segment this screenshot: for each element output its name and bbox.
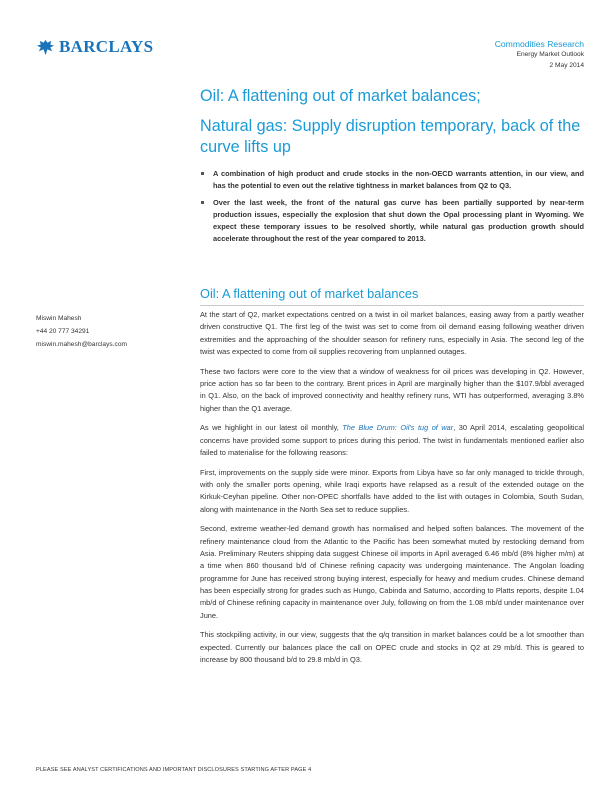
key-point: A combination of high product and crude stocks in the non-OECD warrants attention, in our view, and has the potential to even out the relative tightness in market balances from Q2 to Q3.	[200, 168, 584, 193]
department-label: Commodities Research	[494, 39, 584, 49]
key-points	[200, 168, 584, 250]
brand-name: BARCLAYS	[59, 37, 154, 56]
key-point: Over the last week, the front of the natural gas curve has been partially supported by near-term production issues, especially the explosion that shut down the Opal processing plant in Wyoming. We expect these temporary issues to be resolved shortly, while natural gas production growth should accelerate throughout the rest of the year compared to 2013.	[200, 197, 584, 246]
paragraph-text: , 30 April 2014, escalating geopolitical concerns have provided some support to prices during this period. The twist in fundamentals mentioned earlier also failed to materialise for the following reasons:	[200, 423, 585, 457]
paragraph	[200, 422, 584, 459]
publication-label: Energy Market Outlook	[516, 51, 584, 58]
paragraph: This stockpiling activity, in our view, suggests that the q/q transition in market balances could be a lot smoother than expected. Currently our balances place the call on OPEC crude and stocks in Q2 at 29 mb/d. This is geared to increase by 800 thousand b/d to 29.8 mb/d in Q3.	[200, 630, 584, 664]
paragraph: At the start of Q2, market expectations centred on a twist in oil market balances, easing away from a partly weather driven constructive Q1. The first leg of the twist was set to come from oil demand easing following weather driven extremities and the approaching of the shoulder season for refinery runs, especially in Asia. The second leg of the twist was expected to come from oil supplies recovering from unplanned outages.	[200, 310, 584, 356]
brand-logo	[36, 37, 153, 57]
report-link[interactable]: The Blue Drum: Oil's tug of war	[342, 423, 454, 433]
analyst-contact	[36, 312, 186, 351]
paragraph-text: As we highlight in our latest oil monthly,	[200, 423, 343, 433]
title-natural-gas: Natural gas: Supply disruption temporary, back of the curve lifts up	[200, 117, 581, 156]
analyst-email[interactable]: miswin.mahesh@barclays.com	[36, 341, 127, 348]
report-titles	[200, 86, 590, 167]
article-body	[200, 309, 584, 674]
eagle-icon	[36, 38, 55, 57]
report-date: 2 May 2014	[549, 61, 584, 69]
analyst-name: Miswin Mahesh	[36, 315, 82, 322]
analyst-phone: +44 20 777 34291	[36, 328, 90, 335]
disclosure-footer: PLEASE SEE ANALYST CERTIFICATIONS AND IMPORTANT DISCLOSURES STARTING AFTER PAGE 4	[36, 767, 312, 773]
report-header	[495, 38, 584, 71]
paragraph: These two factors were core to the view that a window of weakness for oil prices was developing in Q2. However, price action has so far been to the contrary. Brent prices in April are marginally higher than the $107.9/bbl averaged in Q1. Also, on the back of improved connectivity and healthy refinery runs, WTI has outperformed, averaging 3.8% higher than the Q1 average.	[200, 366, 584, 413]
paragraph: First, improvements on the supply side were minor. Exports from Libya have so far only managed to trickle through, with only the smaller ports opening, while Iraqi exports have relapsed as a result of the extended outage on the Kirkuk-Ceyhan pipeline. Other non-OPEC shortfalls have added to the list with outages in Colombia, South Sudan, along with maintenance in the North Sea set to reduce supplies.	[200, 467, 584, 514]
section-heading: Oil: A flattening out of market balances	[200, 286, 584, 306]
title-oil: Oil: A flattening out of market balances;	[200, 87, 481, 105]
paragraph: Second, extreme weather-led demand growth has normalised and helped soften balances. The movement of the refinery maintenance cloud from the Atlantic to the Pacific has been somewhat muted by restocking demand from Asia. Preliminary Reuters shipping data suggest Chinese oil imports in April averaged 6.46 mb/d (8% higher m/m) at a time when 860 thousand b/d of Chinese refining capacity was undergoing maintenance. The Angolan loading programme for June has received strong buying interest, especially for heavy and medium crudes. Chinese demand has been especially strong for grades such as Hungo, Cabinda and Saturno, according to Platts reports, despite 1.04 mb/d of Chinese refining capacity in maintenance over July, following on from the 1.08 mb/d under maintenance over June.	[200, 524, 584, 620]
